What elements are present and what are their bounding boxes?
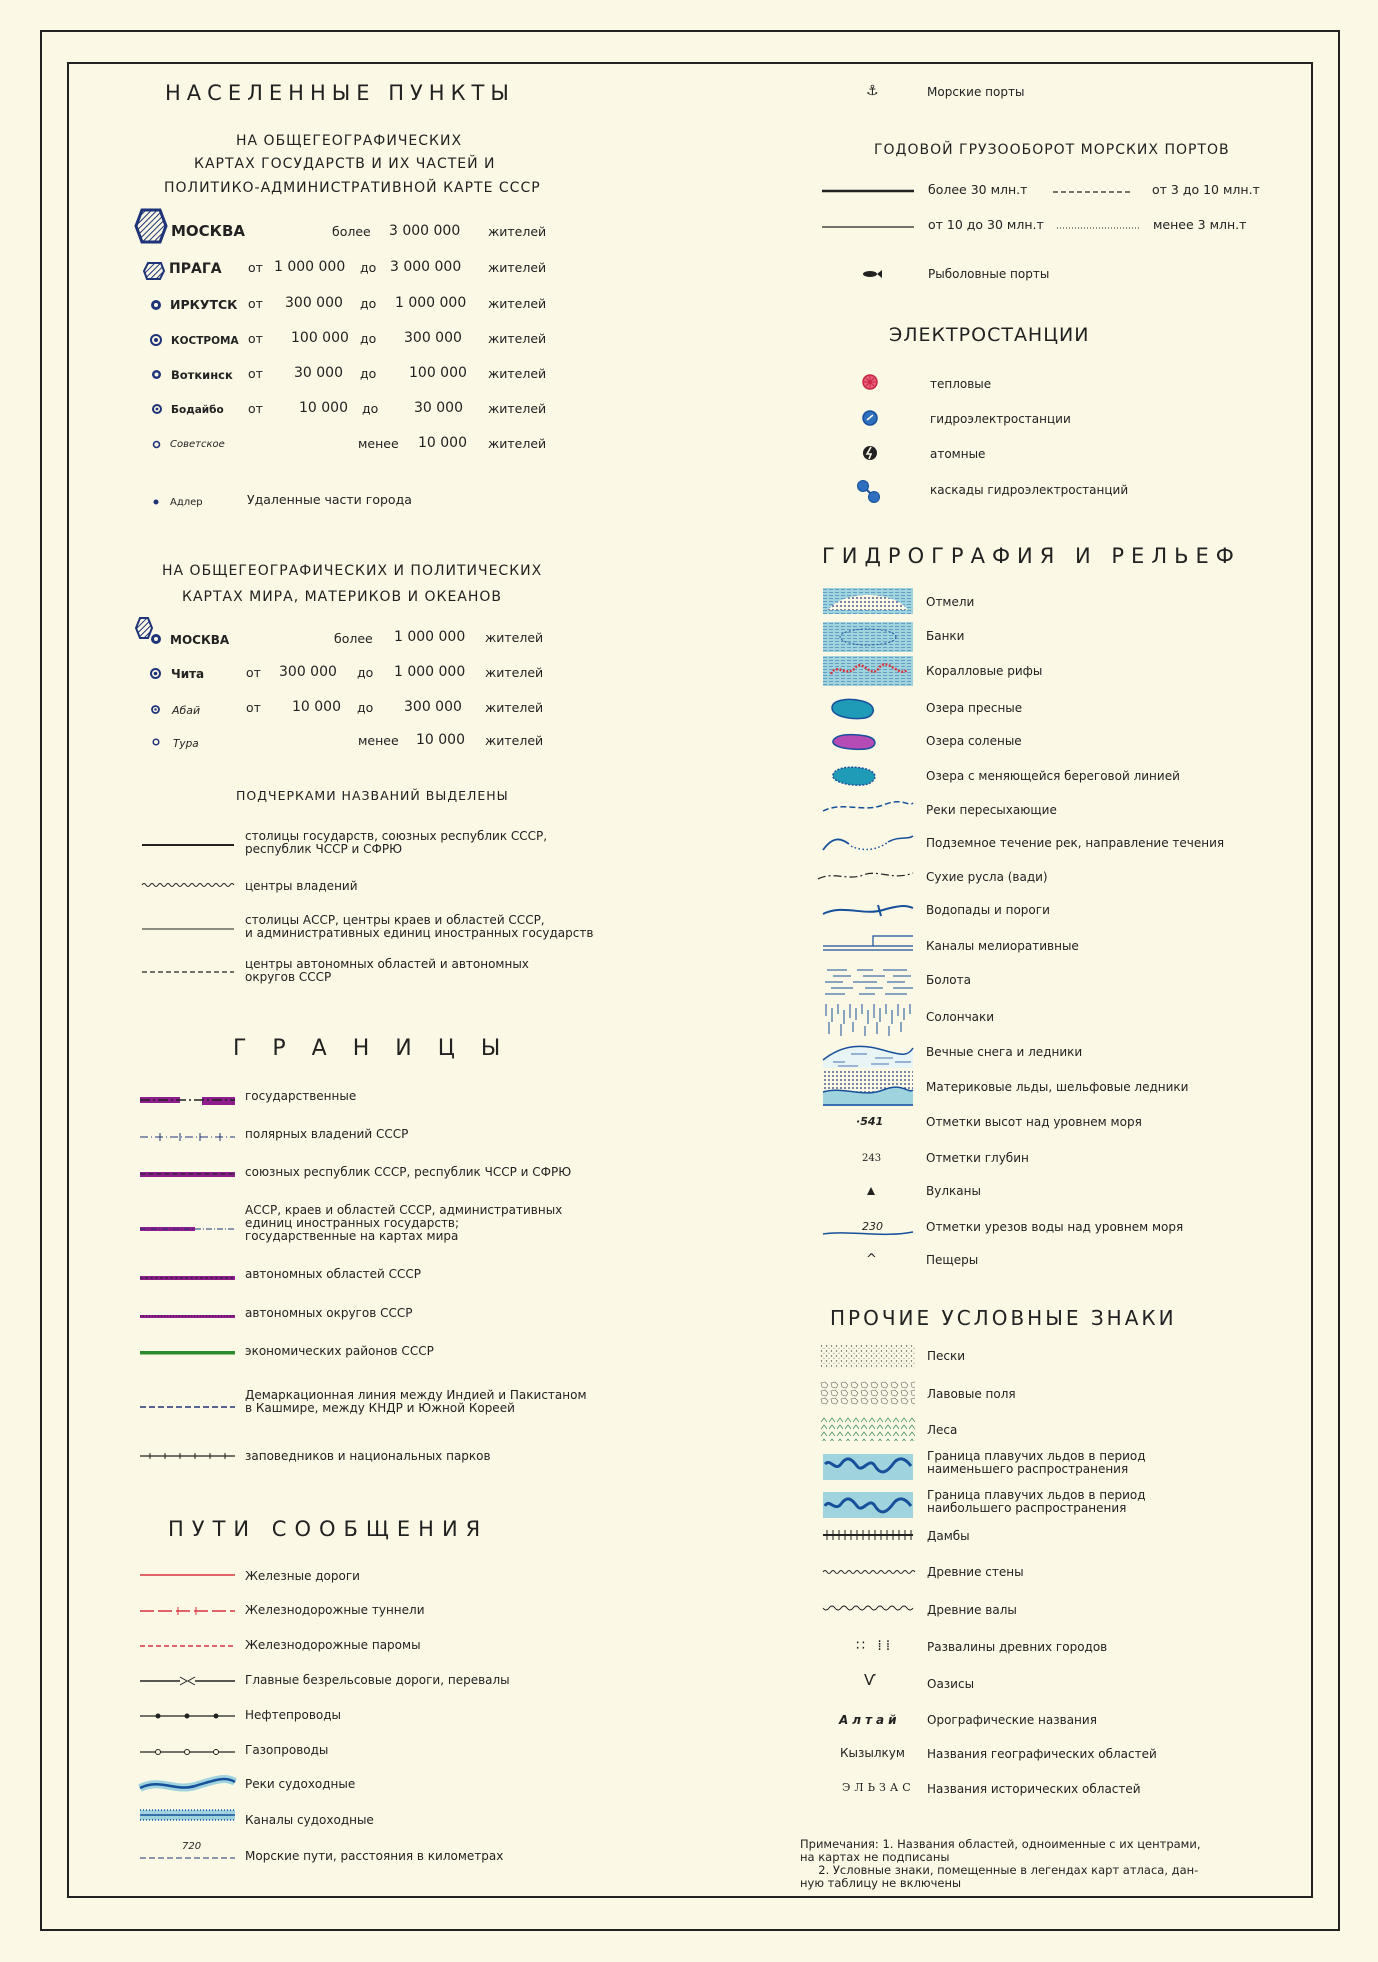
range-unit: жителей (485, 630, 544, 645)
range-from: 30 000 (294, 365, 343, 381)
hydro-label: Солончаки (926, 1010, 995, 1024)
navigable-river-symbol (140, 1776, 235, 1796)
border-label: автономных областей СССР (245, 1267, 421, 1281)
range-from: 10 000 (292, 699, 341, 715)
border-label: АССР, краев и областей СССР, административных единиц иностранных государств; государственные на картах мира (245, 1203, 563, 1243)
variable-lake-icon (830, 764, 880, 786)
range-unit: жителей (488, 224, 547, 239)
historical-area-sample: ЭЛЬЗАС (842, 1781, 915, 1794)
hydro-cascade-icon (857, 480, 881, 504)
cave-icon: ^ (866, 1252, 877, 1267)
cargo-30-line (822, 189, 914, 193)
oil-pipeline-symbol (140, 1712, 235, 1720)
other-label: Названия исторических областей (927, 1782, 1141, 1796)
hydro-label: Озера соленые (926, 734, 1022, 748)
range-unit: жителей (488, 296, 547, 311)
autonomous-district-border-symbol (140, 1314, 235, 1320)
cargo-heading: ГОДОВОЙ ГРУЗООБОРОТ МОРСКИХ ПОРТОВ (874, 142, 1230, 158)
city-name: Тура (173, 738, 199, 750)
range-to: 30 000 (414, 400, 463, 416)
polar-border-symbol (140, 1133, 235, 1141)
city-name: Чита (171, 667, 205, 681)
sea-ports-label: Морские порты (927, 85, 1025, 99)
settlements-sub1-line3: ПОЛИТИКО-АДМИНИСТРАТИВНОЙ КАРТЕ СССР (164, 180, 541, 196)
waterfall-icon (823, 902, 913, 918)
transport-label: Главные безрельсовые дороги, перевалы (245, 1673, 510, 1687)
autonomous-region-border-symbol (140, 1275, 235, 1281)
other-label: Древние стены (927, 1565, 1024, 1579)
other-label: Оазисы (927, 1677, 975, 1691)
road-pass-symbol (140, 1676, 235, 1686)
range-to-word: до (360, 331, 377, 346)
hydro-label: Коралловые рифы (926, 664, 1043, 678)
orographic-sample: Алтай (839, 1713, 901, 1727)
hydro-label: Банки (926, 629, 965, 643)
height-mark-value: 541 (860, 1115, 884, 1128)
nuclear-plant-icon (862, 445, 878, 461)
ice-sheet-icon (823, 1070, 913, 1106)
transport-label: Каналы судоходные (245, 1813, 374, 1827)
other-label: Дамбы (927, 1529, 970, 1543)
demarcation-line-symbol (140, 1405, 235, 1409)
underline-label: центры автономных областей и автономных округов СССР (245, 957, 529, 984)
range-to-word: до (360, 366, 377, 381)
other-label: Пески (927, 1349, 966, 1363)
reserve-border-symbol (140, 1452, 235, 1460)
border-label: государственные (245, 1089, 357, 1103)
salt-lake-icon (830, 731, 880, 751)
city-name: Абай (172, 704, 201, 717)
city-name: КОСТРОМА (171, 335, 239, 347)
navigable-canal-symbol (140, 1808, 235, 1822)
power-heading: ЭЛЕКТРОСТАНЦИИ (889, 324, 1090, 346)
city-name: МОСКВА (170, 633, 230, 647)
other-label: Древние валы (927, 1603, 1017, 1617)
hydro-label: Озера пресные (926, 701, 1023, 715)
hydro-label: Сухие русла (вади) (926, 870, 1048, 884)
thermal-plant-icon (862, 374, 878, 390)
transport-label: Нефтепроводы (245, 1708, 342, 1722)
republic-border-symbol (140, 1170, 235, 1178)
range-to-word: до (357, 665, 374, 680)
hydro-label: Подземное течение рек, направление течения (926, 836, 1225, 850)
sea-distance-mark: 720 (182, 1841, 202, 1852)
transport-label: Морские пути, расстояния в километрах (245, 1849, 504, 1863)
hydro-label: Водопады и пороги (926, 903, 1050, 917)
other-label: Граница плавучих льдов в период наименьшего распространения (927, 1449, 1146, 1476)
power-label: атомные (930, 447, 986, 461)
range-prefix: от (248, 296, 263, 311)
state-border-symbol (140, 1093, 235, 1107)
range-to: 100 000 (409, 365, 467, 381)
railway-tunnel-symbol (140, 1606, 235, 1616)
coral-reef-icon (823, 656, 913, 686)
city-name: ПРАГА (169, 261, 222, 277)
lava-field-icon (820, 1381, 915, 1405)
underground-river-icon (823, 832, 913, 854)
transport-heading: ПУТИ СООБЩЕНИЯ (168, 1517, 489, 1541)
cargo-label: более 30 млн.т (928, 182, 1028, 197)
border-label: заповедников и национальных парков (245, 1449, 491, 1463)
range-to-word: до (362, 401, 379, 416)
swamp-icon (823, 966, 913, 996)
city-name: Советское (170, 439, 225, 450)
gas-pipeline-symbol (140, 1748, 235, 1756)
world-city-300k (150, 668, 161, 679)
range-unit: жителей (488, 401, 547, 416)
hydro-label: Вулканы (926, 1184, 981, 1198)
underline-heading: ПОДЧЕРКАМИ НАЗВАНИЙ ВЫДЕЛЕНЫ (236, 788, 509, 803)
range-unit: жителей (488, 331, 547, 346)
other-label: Граница плавучих льдов в период наибольшего распространения (927, 1488, 1146, 1515)
range-prefix: более (332, 224, 371, 239)
oasis-icon: Ѵ (864, 1671, 876, 1689)
volcano-icon (867, 1187, 875, 1195)
other-label: Леса (927, 1423, 958, 1437)
range-prefix: от (246, 665, 261, 680)
range-to-word: менее (358, 733, 399, 748)
cargo-label: от 3 до 10 млн.т (1152, 182, 1260, 197)
range-prefix: от (246, 700, 261, 715)
range-from: 3 000 000 (389, 223, 461, 239)
hydro-label: Отметки высот над уровнем моря (926, 1115, 1142, 1129)
other-label: Орографические названия (927, 1713, 1097, 1727)
world-city-small (152, 738, 160, 746)
range-to: 1 000 000 (394, 664, 466, 680)
underline-dashed (142, 970, 234, 974)
transport-label: Реки судоходные (245, 1777, 356, 1791)
dam-icon (823, 1530, 913, 1540)
world-capital-symbol (136, 617, 164, 647)
range-unit: жителей (488, 260, 547, 275)
city-name: МОСКВА (171, 222, 245, 240)
range-from: 300 000 (279, 664, 337, 680)
underline-wavy (142, 882, 234, 888)
hydro-label: Озера с меняющейся береговой линией (926, 769, 1180, 783)
range-unit: жителей (488, 436, 547, 451)
underline-label: столицы государств, союзных республик СССР, республик ЧССР и СФРЮ (245, 829, 548, 856)
remote-part-label: Удаленные части города (247, 492, 412, 507)
city-symbol-300k (150, 299, 162, 311)
range-from: 300 000 (285, 295, 343, 311)
border-label: экономических районов СССР (245, 1344, 434, 1358)
fresh-lake-icon (828, 697, 878, 719)
range-from: 10 000 (299, 400, 348, 416)
underline-solid-thick (142, 843, 234, 847)
depth-mark: 243 (862, 1153, 882, 1164)
range-from: 1 000 000 (394, 629, 466, 645)
hydro-label: Пещеры (926, 1253, 979, 1267)
irrigation-canal-icon (823, 934, 913, 954)
range-to: 3 000 000 (390, 259, 462, 275)
range-to-word: до (357, 700, 374, 715)
wadi-icon (818, 869, 913, 883)
underline-solid-thin (142, 927, 234, 931)
settlements-sub1-line1: НА ОБЩЕГЕОГРАФИЧЕСКИХ (236, 133, 463, 149)
border-label: автономных округов СССР (245, 1306, 413, 1320)
settlements-sub1-line2: КАРТАХ ГОСУДАРСТВ И ИХ ЧАСТЕЙ И (194, 156, 496, 172)
range-to-word: до (360, 296, 377, 311)
hydro-label: Отметки урезов воды над уровнем моря (926, 1220, 1184, 1234)
settlements-heading: НАСЕЛЕННЫЕ ПУНКТЫ (165, 81, 515, 105)
hydro-label: Каналы мелиоративные (926, 939, 1079, 953)
footnotes: Примечания: 1. Названия областей, одноименные с их центрами, на картах не подписаны 2. Условные знаки, помещенные в легендах карт атласа, дан- ную таблицу не включены (800, 1837, 1201, 1890)
range-prefix: от (248, 331, 263, 346)
cargo-under3-line (1057, 226, 1140, 230)
ice-limit-min-icon (823, 1454, 913, 1480)
world-city-10k (151, 705, 160, 714)
remote-part-name: Адлер (170, 497, 203, 508)
cargo-label: от 10 до 30 млн.т (928, 217, 1044, 232)
range-to-word: менее (358, 436, 399, 451)
range-from: 1 000 000 (274, 259, 346, 275)
settlements-sub2-line2: КАРТАХ МИРА, МАТЕРИКОВ И ОКЕАНОВ (182, 589, 503, 605)
border-label: Демаркационная линия между Индией и Пакистаном в Кашмире, между КНДР и Южной Кореей (245, 1388, 587, 1415)
range-prefix: от (248, 401, 263, 416)
fish-icon (860, 269, 882, 279)
hydro-label: Отмели (926, 595, 975, 609)
sea-route-symbol (140, 1856, 235, 1860)
ice-limit-max-icon (823, 1492, 913, 1518)
railway-symbol (140, 1573, 235, 1577)
range-to: 300 000 (404, 699, 462, 715)
forest-icon (820, 1417, 915, 1441)
settlements-sub2-line1: НА ОБЩЕГЕОГРАФИЧЕСКИХ И ПОЛИТИЧЕСКИХ (162, 563, 543, 579)
hydro-label: Вечные снега и ледники (926, 1045, 1083, 1059)
range-to-word: до (360, 260, 377, 275)
other-heading: ПРОЧИЕ УСЛОВНЫЕ ЗНАКИ (830, 1306, 1177, 1330)
other-label: Лавовые поля (927, 1387, 1016, 1401)
economic-region-border-symbol (140, 1351, 235, 1355)
city-symbol-small (152, 440, 161, 449)
range-prefix: от (248, 260, 263, 275)
range-to: 10 000 (418, 435, 467, 451)
other-label: Названия географических областей (927, 1747, 1157, 1761)
city-symbol-10k (152, 404, 162, 414)
borders-heading: ГРАНИЦЫ (233, 1036, 527, 1061)
transport-label: Газопроводы (245, 1743, 329, 1757)
geographic-area-sample: Кызылкум (840, 1746, 905, 1760)
range-unit: жителей (485, 733, 544, 748)
border-label: союзных республик СССР, республик ЧССР и СФРЮ (245, 1165, 572, 1179)
hydro-label: Отметки глубин (926, 1151, 1029, 1165)
capital-city-symbol (136, 208, 166, 244)
hydro-plant-icon (862, 410, 878, 426)
border-label: полярных владений СССР (245, 1127, 409, 1141)
ancient-rampart-icon (823, 1606, 918, 1612)
range-unit: жителей (485, 700, 544, 715)
transport-label: Железнодорожные паромы (245, 1638, 421, 1652)
other-label: Развалины древних городов (927, 1640, 1108, 1654)
city-name: Воткинск (171, 368, 233, 382)
range-unit: жителей (488, 366, 547, 381)
city-name: Бодайбо (171, 404, 224, 416)
large-city-symbol (144, 262, 164, 280)
ruins-icon: ∷ ⁞⁞ (856, 1638, 895, 1654)
fishing-ports-label: Рыболовные порты (928, 267, 1050, 281)
hydro-label: Реки пересыхающие (926, 803, 1057, 817)
transport-label: Железнодорожные туннели (245, 1603, 425, 1617)
city-symbol-30k (151, 369, 162, 380)
water-level-mark: 230 (862, 1220, 883, 1233)
range-prefix: от (248, 366, 263, 381)
bank-icon (823, 622, 913, 652)
underline-label: столицы АССР, центры краев и областей СССР, и административных единиц иностранных государств (245, 913, 594, 940)
cargo-3to10-line (1053, 190, 1133, 194)
cargo-label: менее 3 млн.т (1153, 217, 1247, 232)
power-label: гидроэлектростанции (930, 412, 1071, 426)
cargo-10to30-line (822, 225, 914, 229)
transport-label: Железные дороги (245, 1569, 360, 1583)
power-label: тепловые (930, 377, 992, 391)
railway-ferry-symbol (140, 1644, 235, 1648)
salt-marsh-icon (823, 1002, 913, 1036)
sand-icon (820, 1344, 915, 1368)
range-to: 1 000 000 (395, 295, 467, 311)
underline-label: центры владений (245, 879, 358, 893)
range-to: 10 000 (416, 732, 465, 748)
anchor-icon: ⚓ (866, 83, 879, 99)
range-prefix: более (334, 631, 373, 646)
intermittent-river-icon (823, 801, 913, 813)
height-mark: ·541 (856, 1115, 884, 1128)
range-from: 100 000 (291, 330, 349, 346)
range-to: 300 000 (404, 330, 462, 346)
remote-part-dot (153, 499, 159, 505)
shoal-icon (823, 588, 913, 614)
hydro-label: Болота (926, 973, 971, 987)
city-symbol-100k (150, 334, 162, 346)
assr-border-symbol (140, 1225, 235, 1233)
city-name: ИРКУТСК (170, 297, 238, 312)
hydro-label: Материковые льды, шельфовые ледники (926, 1080, 1189, 1094)
power-label: каскады гидроэлектростанций (930, 483, 1129, 497)
hydro-heading: ГИДРОГРАФИЯ И РЕЛЬЕФ (822, 544, 1241, 568)
glacier-icon (823, 1040, 913, 1068)
ancient-wall-icon (823, 1569, 918, 1575)
range-unit: жителей (485, 665, 544, 680)
